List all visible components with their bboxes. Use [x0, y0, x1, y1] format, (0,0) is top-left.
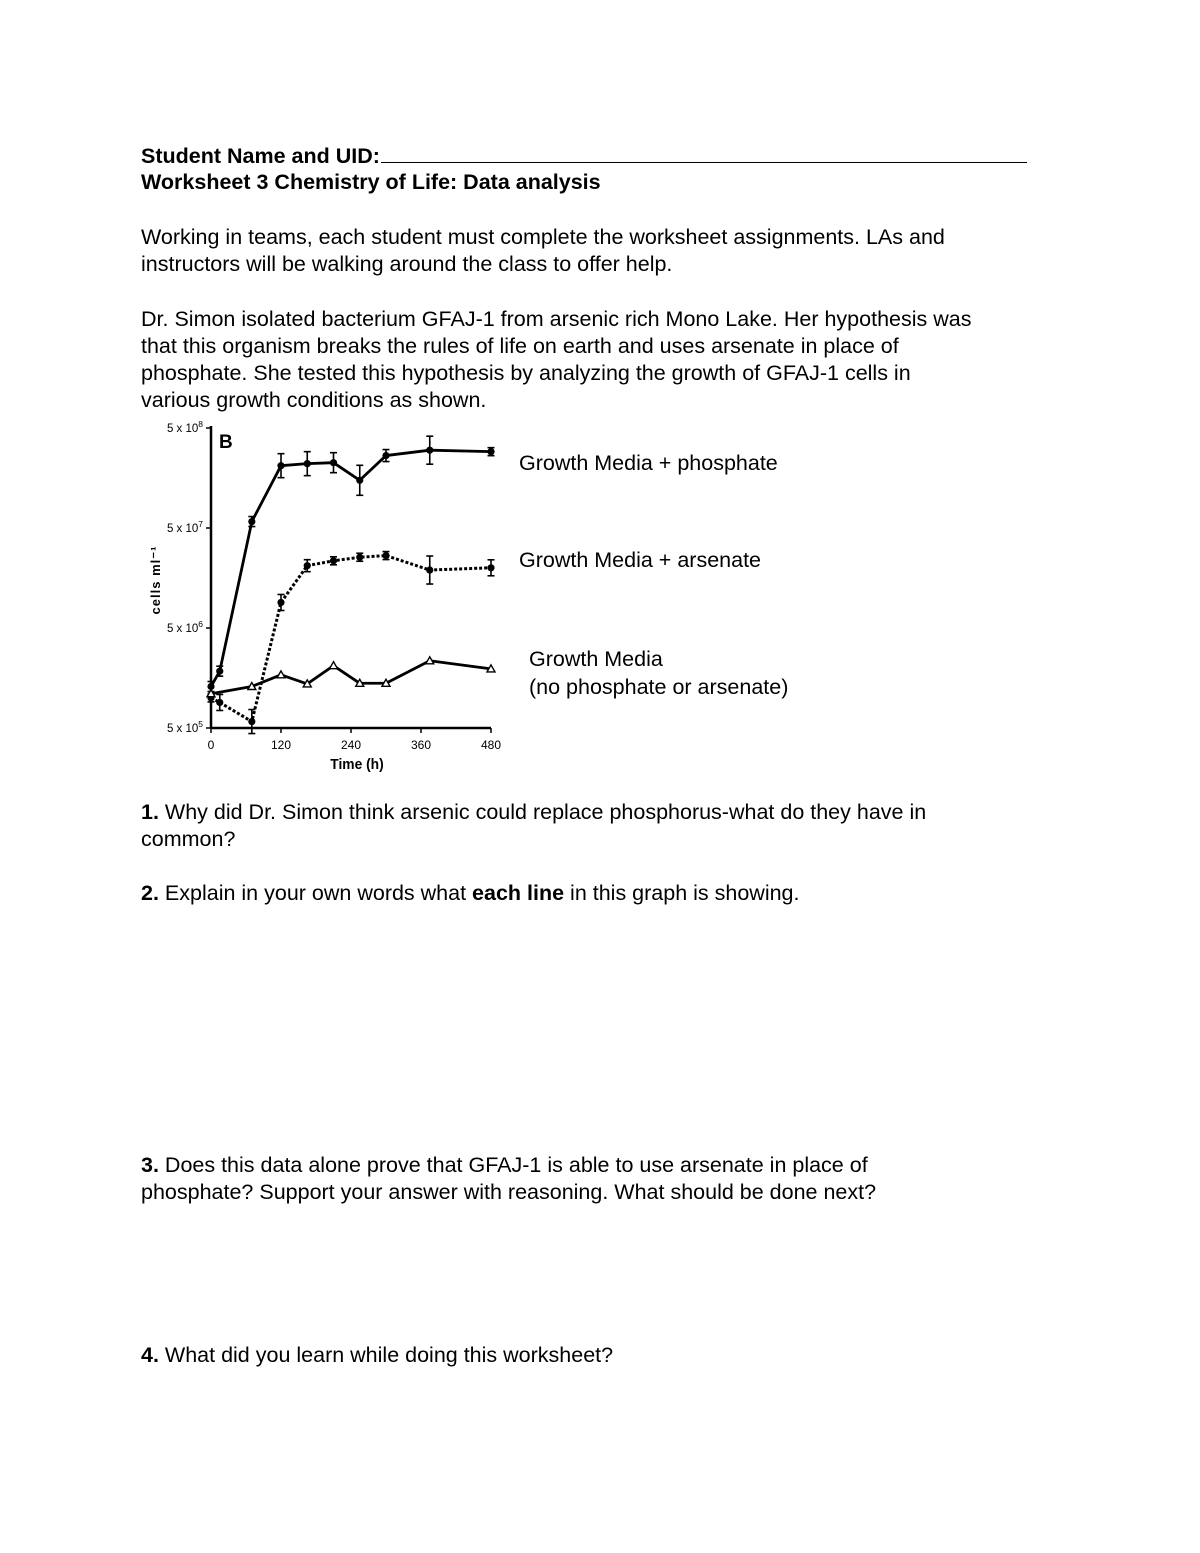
- series-label-arsenate: Growth Media + arsenate: [519, 548, 762, 572]
- question-number: 4.: [141, 1343, 159, 1367]
- data-point: [426, 566, 433, 573]
- data-point: [304, 562, 311, 569]
- data-point: [330, 459, 337, 466]
- question-text: Why did Dr. Simon think arsenic could replace phosphorus-what do they have in: [164, 800, 927, 824]
- data-point: [487, 665, 495, 672]
- data-point: [426, 447, 433, 454]
- worksheet-title: Worksheet 3 Chemistry of Life: Data analysis: [141, 170, 601, 194]
- question-number: 2.: [141, 881, 159, 905]
- question-4: [141, 1342, 1071, 1369]
- y-tick-label: 5 x $10^8$: [166, 419, 203, 435]
- data-point: [216, 668, 223, 675]
- panel-label: B: [219, 432, 233, 453]
- x-tick-label: 480: [480, 738, 502, 752]
- data-point: [216, 699, 223, 706]
- x-axis-title: Time (h): [330, 756, 384, 774]
- y-axis-title: cells ml⁻¹: [148, 545, 163, 615]
- x-tick-label: 120: [270, 738, 292, 752]
- data-point: [382, 552, 389, 559]
- y-tick-label: 5 x $10^5$: [166, 719, 203, 735]
- series-label-none-line: (no phosphate or arsenate): [529, 675, 789, 699]
- x-tick-label: 240: [340, 738, 362, 752]
- y-tick-label: 5 x $10^6$: [166, 619, 203, 635]
- series-label-none-line: Growth Media: [529, 647, 663, 671]
- data-point: [382, 452, 389, 459]
- background-line: phosphate. She tested this hypothesis by analyzing the growth of GFAJ-1 cells in: [141, 361, 911, 385]
- question-3: [141, 1152, 1071, 1206]
- data-point: [356, 554, 363, 561]
- data-point: [277, 599, 284, 606]
- data-point: [330, 557, 337, 564]
- data-point: [248, 518, 255, 525]
- question-emphasis: each line: [472, 881, 565, 905]
- data-point: [304, 460, 311, 467]
- student-name-line: [141, 142, 1027, 170]
- question-1: [141, 799, 1071, 853]
- question-text: Does this data alone prove that GFAJ-1 is able to use arsenate in place of: [164, 1153, 868, 1177]
- series-line: [211, 450, 491, 686]
- background-line: that this organism breaks the rules of life on earth and uses arsenate in place of: [141, 334, 899, 358]
- x-tick-label: 0: [207, 738, 215, 752]
- growth-chart: [140, 418, 520, 778]
- data-point: [487, 564, 494, 571]
- data-point: [426, 657, 434, 664]
- series-label-none: [529, 645, 788, 701]
- student-name-label: Student Name and UID:: [141, 144, 380, 168]
- data-point: [277, 671, 285, 678]
- y-tick-label: 5 x $10^7$: [166, 519, 203, 535]
- question-number: 1.: [141, 800, 159, 824]
- x-tick-label: 360: [410, 738, 432, 752]
- series-line: [211, 556, 491, 722]
- background-paragraph: [141, 306, 1071, 414]
- data-point: [487, 448, 494, 455]
- background-line: various growth conditions as shown.: [141, 388, 487, 412]
- series-label-phosphate: Growth Media + phosphate: [519, 451, 778, 475]
- intro-paragraph: [141, 224, 1071, 278]
- student-name-blank[interactable]: [381, 142, 1027, 163]
- data-point: [277, 462, 284, 469]
- data-point: [330, 662, 338, 669]
- question-number: 3.: [141, 1153, 159, 1177]
- data-point: [356, 477, 363, 484]
- question-text: What did you learn while doing this worksheet?: [164, 1343, 614, 1367]
- data-point: [248, 718, 255, 725]
- question-text: phosphate? Support your answer with reasoning. What should be done next?: [141, 1180, 877, 1204]
- intro-line: instructors will be walking around the class to offer help.: [141, 252, 673, 276]
- question-text: in this graph is showing.: [564, 881, 800, 905]
- data-point: [248, 683, 256, 690]
- question-2: [141, 880, 1071, 907]
- question-text: Explain in your own words what: [164, 881, 473, 905]
- chart-series: [207, 436, 495, 733]
- intro-line: Working in teams, each student must complete the worksheet assignments. LAs and: [141, 225, 945, 249]
- question-text: common?: [141, 827, 236, 851]
- background-line: Dr. Simon isolated bacterium GFAJ-1 from arsenic rich Mono Lake. Her hypothesis was: [141, 307, 972, 331]
